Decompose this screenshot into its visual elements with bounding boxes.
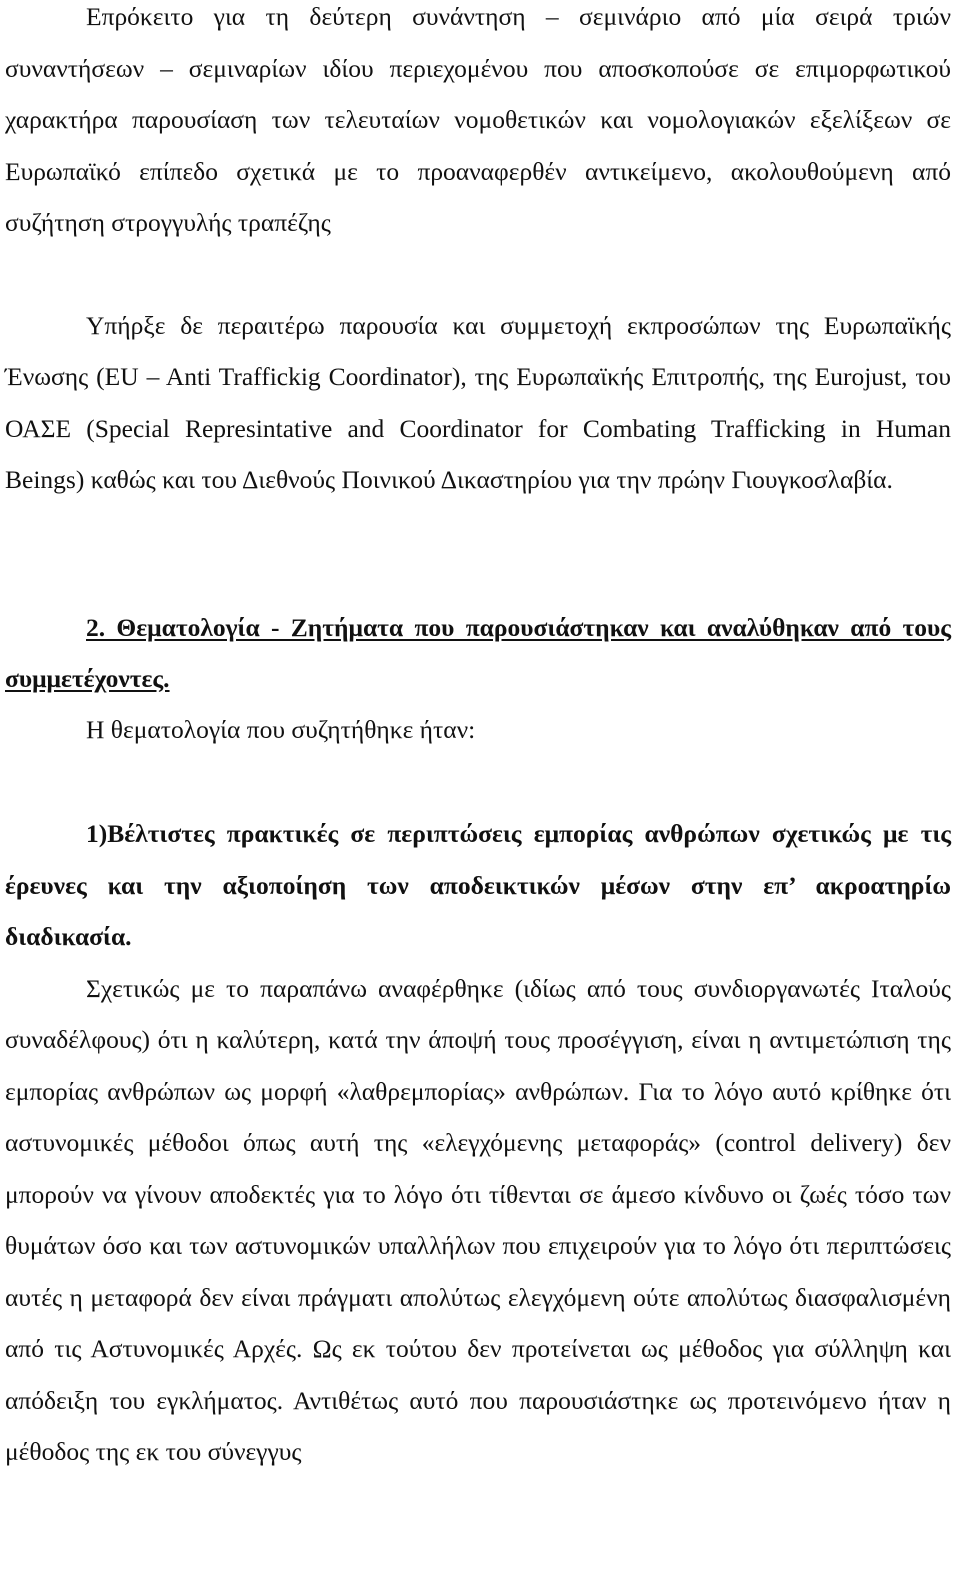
section-heading: 2. Θεματολογία - Ζητήματα που παρουσιάστηκαν και αναλύθηκαν από τους συμμετέχοντες.	[5, 612, 951, 693]
paragraph-discussion: Σχετικώς με το παραπάνω αναφέρθηκε (ιδίως από τους συνδιοργανωτές Ιταλούς συναδέλφους) ότι η καλύτερη, κατά την άποψή τους προσέγγιση, είναι η αντιμετώπιση της εμπορίας ανθρώπων ως μορφή «λαθρεμπορίας» ανθρώπων. Για το λόγο αυτό κρίθηκε ότι αστυνομικές μέθοδοι όπως αυτή της «ελεγχόμενης μεταφοράς» (control delivery) δεν μπορούν να γίνουν αποδεκτές για το λόγο ότι τίθενται σε άμεσο κίνδυνο οι ζωές τόσο των θυμάτων όσο και των αστυνομικών υπαλλήλων που επιχειρούν για το λόγο ότι περιπτώσεις αυτές η μεταφορά δεν είναι πράγματι απολύτως ελεγχόμενη ούτε απολύτως διασφαλισμένη από τις Αστυνομικές Αρχές. Ως εκ τούτου δεν προτείνεται ως μέθοδος για σύλληψη και απόδειξη του εγκλήματος. Αντιθέτως αυτό που παρουσιάστηκε ως προτεινόμενο ήταν η μέθοδος της εκ του σύνεγγυς	[5, 973, 951, 1466]
document-page	[5, 0, 951, 1478]
paragraph-participants: Υπήρξε δε περαιτέρω παρουσία και συμμετοχή εκπροσώπων της Ευρωπαϊκής Ένωσης (EU – Anti Traffickig Coordinator), της Ευρωπαϊκής Επιτροπής, της Eurojust, του ΟΑΣΕ (Special Represintative and Coordinator for Combating Trafficking in Human Beings) καθώς και του Διεθνούς Ποινικού Δικαστηρίου για την πρώην Γιουγκοσλαβία.	[5, 310, 951, 494]
section-intro: Η θεματολογία που συζητήθηκε ήταν:	[86, 714, 476, 744]
topic-subheading: 1)Βέλτιστες πρακτικές σε περιπτώσεις εμπορίας ανθρώπων σχετικώς με τις έρευνες και την αξιοποίηση των αποδεικτικών μέσων στην επ’ ακροατηρίω διαδικασία.	[5, 819, 951, 951]
paragraph-intro: Επρόκειτο για τη δεύτερη συνάντηση – σεμινάριο από μία σειρά τριών συναντήσεων – σεμιναρίων ιδίου περιεχομένου που αποσκοπούσε σε επιμορφωτικού χαρακτήρα παρουσίαση των τελευταίων νομοθετικών και νομολογιακών εξελίξεων σε Ευρωπαϊκό επίπεδο σχετικά με το προαναφερθέν αντικείμενο, ακολουθούμενη από συζήτηση στρογγυλής τραπέζης	[5, 2, 951, 237]
